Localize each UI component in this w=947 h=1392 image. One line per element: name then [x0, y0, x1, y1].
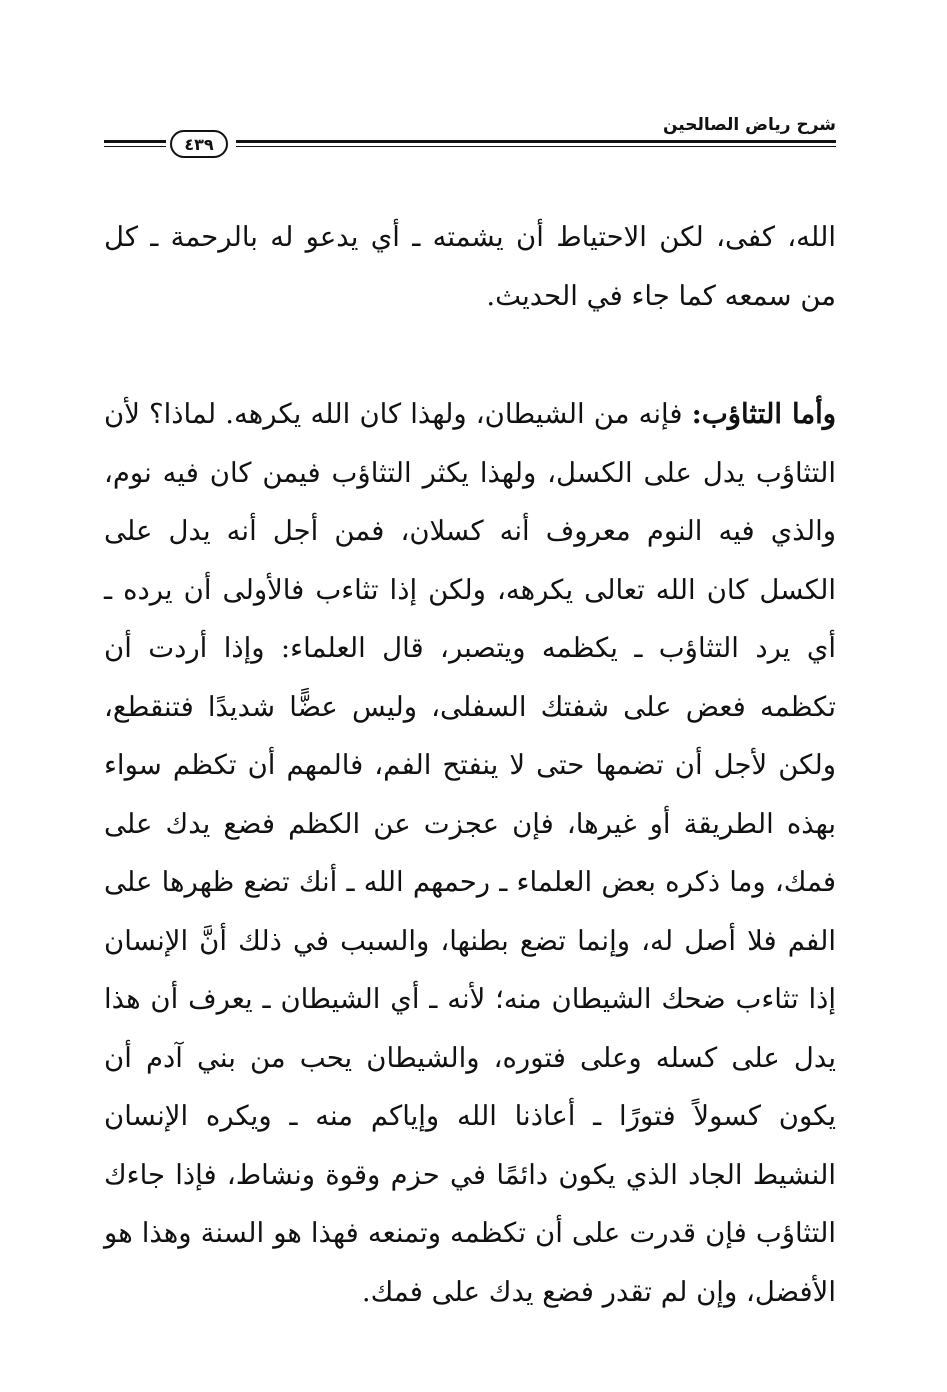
paragraph-text: فإنه من الشيطان، ولهذا كان الله يكرهه. لماذا؟ لأن التثاؤب يدل على الكسل، ولهذا يكثر التثاؤب فيمن كان فيه نوم، والذي فيه النوم معروف أنه كسلان، فمن أجل أنه يدل على الكسل كان الله تعالى يكرهه، ولكن إذا تثاءب فالأولى أن يرده ـ أي يرد التثاؤب ـ يكظمه ويتصبر، قال العلماء: وإذا أردت أن تكظمه فعض على شفتك السفلى، وليس عضًّا شديدًا فتنقطع، ولكن لأجل أن تضمها حتى لا ينفتح الفم، فالمهم أن تكظم سواء بهذه الطريقة أو غيرها، فإن عجزت عن الكظم فضع يدك على فمك، وما ذكره بعض العلماء ـ رحمهم الله ـ أنك تضع ظهرها على الفم فلا أصل له، وإنما تضع بطنها، والسبب في ذلك أنَّ الإنسان إذا تثاءب ضحك الشيطان منه؛ لأنه ـ أي الشيطان ـ يعرف أن هذا يدل على كسله وعلى فتوره، والشيطان يحب من بني آدم أن يكون كسولاً فتورًا ـ أعاذنا الله وإياكم منه ـ ويكره الإنسان النشيط الجاد الذي يكون دائمًا في حزم وقوة ونشاط، فإذا جاءك التثاؤب فإن قدرت على أن تكظمه وتمنعه فهذا هو السنة وهذا هو الأفضل، وإن لم تقدر فضع يدك على فمك.	[104, 398, 836, 1308]
page-body	[104, 208, 836, 1321]
paragraph-continuation: الله، كفى، لكن الاحتياط أن يشمته ـ أي يدعو له بالرحمة ـ كل من سمعه كما جاء في الحديث.	[104, 221, 836, 312]
page-number: ٤٣٩	[170, 130, 228, 158]
page-header	[104, 112, 836, 162]
header-rule-left	[104, 140, 166, 147]
header-rule-right	[236, 140, 836, 147]
paragraph-heading: وأما التثاؤب:	[691, 398, 836, 430]
book-title: شرح رياض الصالحين	[662, 115, 836, 135]
paragraph-yawning	[104, 385, 836, 1321]
